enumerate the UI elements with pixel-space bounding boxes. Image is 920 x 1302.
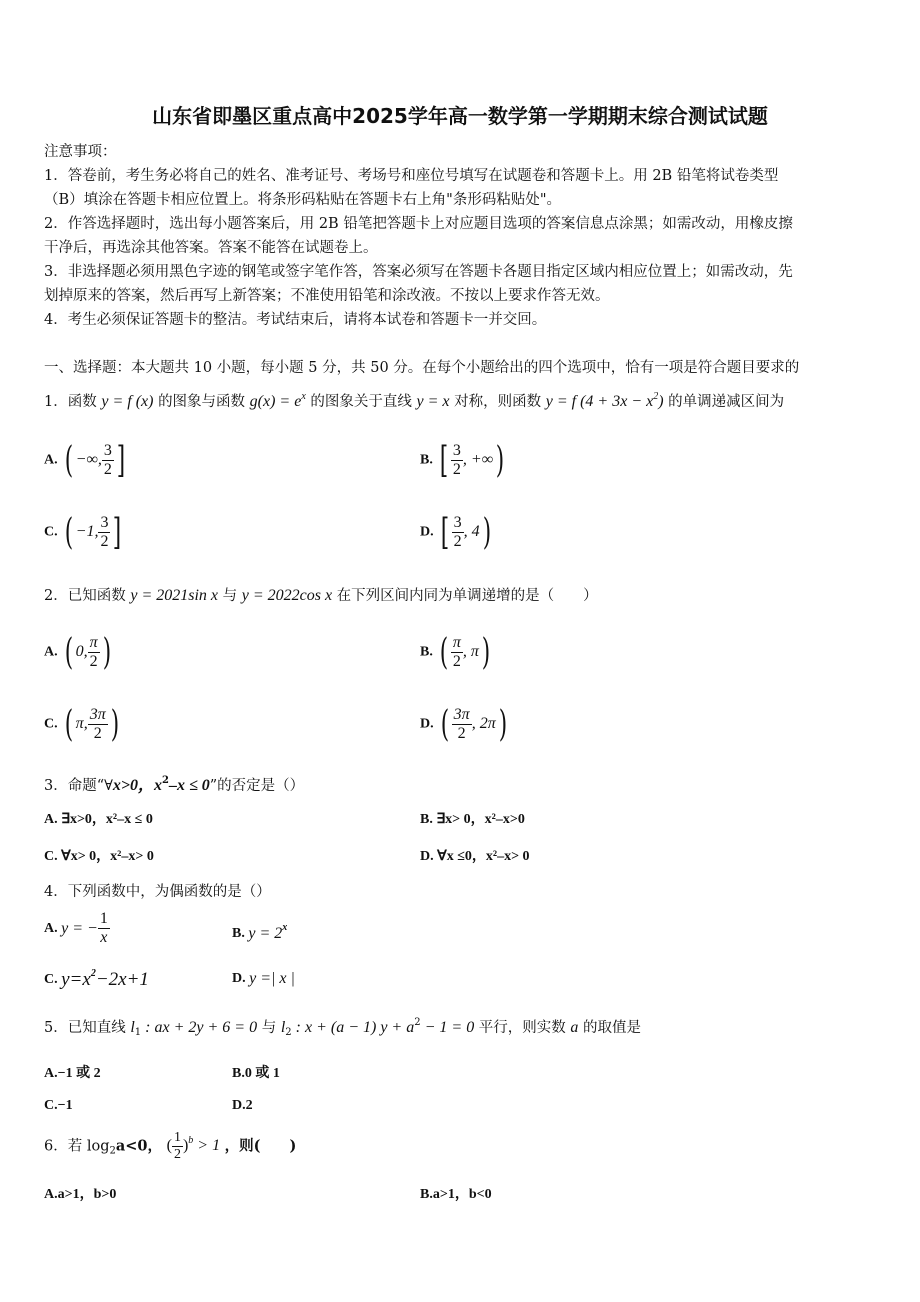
q4-option-a[interactable] [44,910,110,948]
q6-option-b[interactable]: B.a>1，b<0 [420,1187,492,1202]
q4-option-c-label: C. [44,972,58,987]
q2-option-d-num: 3π [452,706,472,725]
q2-option-d[interactable]: D. ( $\frac{3\pi}{2}$ , 2π) [420,704,507,745]
q3-text-1: 3．命题“∀ [44,778,113,794]
notice-1b: （B）填涂在答题卡相应位置上。将条形码粘贴在答题卡右上角"条形码粘贴处"。 [44,192,561,208]
q5-math-l1: l [130,1019,135,1036]
q4-option-c-sup: 2 [90,968,96,979]
q1-option-d[interactable]: D. [ $\frac{3}{2}$ , 4) [420,512,491,553]
q2-option-a-label: A. [44,644,58,660]
notice-3b: 划掉原来的答案，然后再写上新答案；不准使用铅笔和涂改液。不按以上要求作答无效。 [44,288,610,304]
q1-text-3: 的图象关于直线 [310,394,412,410]
q1-option-d-label: D. [420,524,434,540]
q2-math-2: y = 2022cos x [241,587,333,604]
q5-option-a[interactable]: A.−1 或 2 [44,1066,101,1081]
q4-option-c[interactable] [44,968,149,991]
q4-option-b-sup: x [282,922,288,933]
q2-option-b-num: π [451,634,463,653]
q3-math-1: x>0，x [112,777,163,794]
q5-math-l2-sup: 2 [414,1017,421,1028]
q1-option-a[interactable]: A. ( −∞, $\frac{3}{2}$ ] [44,440,126,481]
q4-option-b-label: B. [232,926,245,941]
q6-math-rest: > 1 [193,1137,221,1155]
q2-option-b-den: 2 [452,653,461,670]
q6-option-a[interactable]: A.a>1，b>0 [44,1187,117,1202]
q2-option-a-den: 2 [89,653,98,670]
q1-option-d-num: 3 [452,514,464,533]
q4-option-a-math: y = − [61,919,98,937]
question-3-stem [44,772,304,795]
q1-math-4-sup: 2 [653,391,659,402]
q1-text-4: 对称，则函数 [454,394,542,410]
notice-2b: 干净后，再选涂其他答案。答案不能答在试题卷上。 [44,240,378,256]
q2-option-c-num: 3π [88,706,108,725]
q3-option-d[interactable]: D. ∀x ≤0，x²–x> 0 [420,849,530,864]
page-title: 山东省即墨区重点高中2025学年高一数学第一学期期末综合测试试题 [152,104,768,128]
q1-option-c[interactable]: C. ( −1, $\frac{3}{2}$ ] [44,512,122,553]
q2-option-a[interactable]: A. ( 0, $\frac{\pi}{2}$ ) [44,632,111,673]
q1-math-1: y = f (x) [101,393,154,410]
notice-4: 4．考生必须保证答题卡的整洁。考试结束后，请将本试卷和答题卡一并交回。 [44,312,547,328]
q5-text-1: 5．已知直线 [44,1020,126,1036]
q1-option-c-label: C. [44,524,58,540]
q1-option-a-left: −∞, [75,451,102,469]
q1-option-b-num: 3 [451,442,463,461]
q4-option-d[interactable] [232,970,295,988]
q1-option-c-left: −1, [75,523,99,541]
q2-option-b-right: , π [462,643,479,661]
q4-option-a-num: 1 [98,910,110,929]
q2-text-3: 在下列区间内同为单调递增的是（ ） [336,588,598,604]
q3-option-c[interactable]: C. ∀x> 0，x²–x> 0 [44,849,154,864]
question-4-stem: 4．下列函数中，为偶函数的是（） [44,884,271,900]
q4-option-b[interactable] [232,922,287,943]
q5-math-a: a [570,1019,579,1036]
q1-option-d-right: , 4 [463,523,480,541]
q2-option-a-num: π [88,634,100,653]
q2-option-b-label: B. [420,644,433,660]
q1-text-5: 的单调递减区间为 [668,394,785,410]
q1-math-3: y = x [416,393,450,410]
q2-option-b[interactable]: B. ( $\frac{\pi}{2}$ , π) [420,632,491,673]
q2-option-d-den: 2 [457,725,466,742]
q1-option-a-den: 2 [103,461,112,478]
q1-option-a-label: A. [44,452,58,468]
q5-math-l2-eq: : x + (a − 1) y + a [291,1019,415,1036]
q4-option-d-label: D. [232,971,246,987]
q6-text-2: ，则( ) [224,1137,297,1155]
notice-heading: 注意事项： [44,144,117,160]
q1-math-4: y = f (4 + 3x − x [545,393,654,410]
q2-text-2: 与 [222,588,238,604]
q2-option-d-label: D. [420,716,434,732]
question-5-stem [44,1016,641,1038]
q1-text-1: 1．函数 [44,394,97,410]
q1-math-2-sup: x [301,391,306,402]
notice-1a: 1．答卷前，考生务必将自己的姓名、准考证号、考场号和座位号填写在试题卷和答题卡上。用 2B 铅笔将试卷类型 [44,168,779,184]
q1-option-c-num: 3 [98,514,110,533]
notice-3a: 3．非选择题必须用黑色字迹的钢笔或签字笔作答，答案必须写在答题卡各题目指定区域内相应位置上；如需改动，先 [44,264,793,280]
q3-math-sup: 2 [162,775,169,786]
q4-option-a-label: A. [44,921,58,937]
question-1-stem [44,390,784,411]
q6-math-den: 2 [173,1147,181,1163]
q3-math-2: –x ≤ 0 [168,777,210,794]
q5-math-l2-sub: 2 [285,1027,292,1038]
q2-option-c-label: C. [44,716,58,732]
section-heading: 一、选择题：本大题共 10 小题，每小题 5 分，共 50 分。在每个小题给出的四个选项中，恰有一项是符合题目要求的 [44,360,800,376]
q5-option-c[interactable]: C.−1 [44,1098,73,1113]
q6-text-1b: a<0， [115,1137,162,1155]
q5-math-l2: l [280,1019,286,1036]
q1-option-a-num: 3 [102,442,114,461]
q2-option-c[interactable]: C. ( π, $\frac{3\pi}{2}$ ) [44,704,119,745]
q5-text-3: 平行，则实数 [478,1020,566,1036]
q4-option-d-math: y =| x | [249,970,295,987]
q2-option-d-right: , 2π [471,715,496,733]
q5-math-l1-eq: : ax + 2y + 6 = 0 [141,1019,258,1036]
question-2-stem [44,584,598,605]
q5-math-l2-end: − 1 = 0 [420,1019,475,1036]
q1-option-c-den: 2 [100,533,109,550]
q3-option-a[interactable]: A. ∃x>0，x²–x ≤ 0 [44,812,153,827]
q4-option-a-den: x [100,929,108,947]
q5-text-4: 的取值是 [583,1020,642,1036]
q5-math-l1-sub: 1 [134,1027,142,1038]
q1-math-2: g(x) = e [249,393,302,410]
q1-option-b-right: , +∞ [462,451,494,469]
q1-option-b[interactable]: B. [ $\frac{3}{2}$ , +∞) [420,440,505,481]
q3-option-b[interactable]: B. ∃x> 0，x²–x>0 [420,812,525,827]
q2-option-c-den: 2 [93,725,102,742]
q5-option-d[interactable]: D.2 [232,1098,253,1113]
q3-text-2: ”的否定是（） [209,778,305,794]
q4-option-c-math-end: −2x+1 [95,968,149,990]
q2-option-a-left: 0, [75,643,88,661]
q1-text-2: 的图象与函数 [158,394,246,410]
q4-option-c-math: y=x [61,968,91,990]
q6-text-1: 6．若 log [44,1138,110,1155]
q1-option-b-label: B. [420,452,433,468]
q6-text-sub: 2 [109,1145,116,1157]
q2-math-1: y = 2021sin x [130,587,219,604]
notice-2a: 2．作答选择题时，选出每小题答案后，用 2B 铅笔把答题卡上对应题目选项的答案信息点涂黑；如需改动，用橡皮擦 [44,216,793,232]
q4-option-b-math: y = 2 [248,924,283,942]
q1-math-4-end: ) [658,393,664,410]
q1-option-b-den: 2 [452,461,461,478]
q1-option-d-den: 2 [453,533,462,550]
q6-math-num: 1 [172,1130,183,1147]
q6-math-sup: b [188,1135,194,1147]
q2-text-1: 2．已知函数 [44,588,126,604]
q2-option-c-left: π, [75,715,88,733]
q5-text-2: 与 [261,1020,277,1036]
question-6-stem: 6．若 $\log_2a<0$， ( $\frac{1}{2}$ )$^b$ > 1 ，则( ) [44,1130,297,1163]
q5-option-b[interactable]: B.0 或 1 [232,1066,280,1081]
